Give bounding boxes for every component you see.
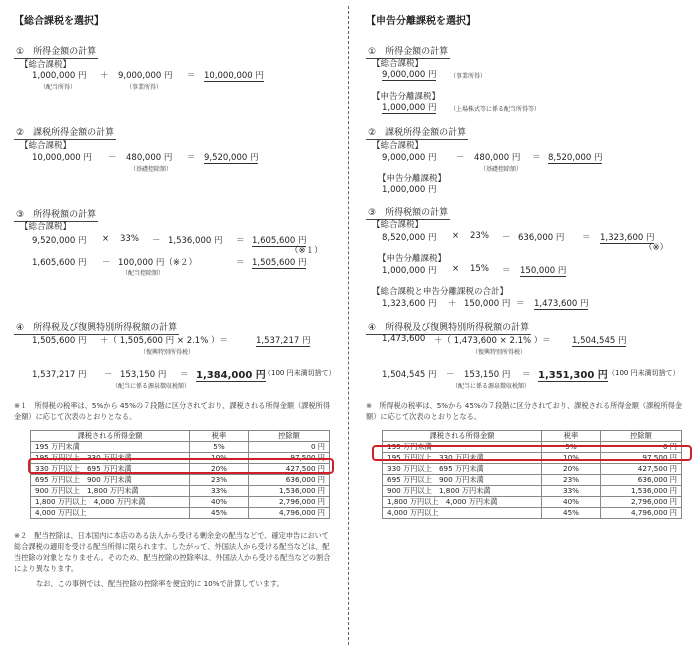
table-header: 課税される所得金額 bbox=[31, 431, 190, 442]
op: － bbox=[102, 258, 111, 268]
table-cell: 10% bbox=[542, 453, 601, 464]
table-row bbox=[31, 497, 330, 508]
table-header: 控除額 bbox=[249, 431, 330, 442]
result: 150,000 円 bbox=[520, 266, 567, 276]
value: 9,000,000 円 bbox=[382, 70, 437, 80]
rate: 23% bbox=[470, 231, 489, 241]
result: 8,520,000 円 bbox=[548, 153, 603, 163]
highlight-row-right bbox=[372, 445, 692, 461]
eq: ＝ bbox=[532, 153, 541, 163]
table-row bbox=[383, 486, 682, 497]
table-cell: 45% bbox=[190, 508, 249, 519]
left-s2-result: 9,520,000 円 bbox=[204, 153, 259, 163]
rate-table-right bbox=[382, 430, 682, 519]
table-cell: 20% bbox=[190, 464, 249, 475]
table-row bbox=[383, 464, 682, 475]
result: 1,537,217 円 bbox=[256, 336, 311, 346]
op: － bbox=[456, 153, 465, 163]
right-column bbox=[352, 0, 700, 651]
table-row bbox=[31, 475, 330, 486]
eq: ＝ bbox=[236, 258, 245, 268]
table-cell: 636,000 円 bbox=[249, 475, 330, 486]
highlight-row-left bbox=[28, 458, 334, 474]
label: 【総合課税と申告分離課税の合計】 bbox=[372, 287, 509, 297]
table-cell: 695 万円以上 900 万円未満 bbox=[31, 475, 190, 486]
table-row bbox=[31, 486, 330, 497]
value: 1,605,600 円 bbox=[32, 258, 87, 268]
value: 480,000 円 bbox=[474, 153, 521, 163]
eq: ＝ bbox=[236, 236, 245, 246]
result: 1,504,545 円 bbox=[572, 336, 627, 346]
table-header: 税率 bbox=[542, 431, 601, 442]
left-s1-result: 10,000,000 円 bbox=[204, 71, 264, 81]
op: － bbox=[152, 236, 161, 246]
op: × bbox=[452, 231, 460, 241]
value: 9,000,000 円 bbox=[382, 153, 437, 163]
left-note1: ※１ 所得税の税率は、5%から 45%の７段階に区分されており、課税される所得金額（課税所得金額）に応じて次表のとおりとなる。 bbox=[14, 401, 331, 421]
left-heading: 【総合課税を選択】 bbox=[14, 16, 104, 27]
left-s1-a: 1,000,000 円 bbox=[32, 71, 87, 81]
eq: ＝ bbox=[522, 370, 531, 380]
table-row bbox=[383, 475, 682, 486]
value: 1,537,217 円 bbox=[32, 370, 87, 380]
mark: （※１） bbox=[290, 246, 323, 256]
label: 【総合課税】 bbox=[372, 141, 424, 151]
note: （復興特別所得税） bbox=[472, 349, 527, 356]
value: 100,000 円（※２） bbox=[118, 258, 197, 268]
table-cell: 10% bbox=[190, 453, 249, 464]
expr: ＋（ 1,473,600 × 2.1% ）＝ bbox=[434, 336, 551, 346]
op: － bbox=[446, 370, 455, 380]
label: 【総合課税】 bbox=[20, 222, 72, 232]
value: 10,000,000 円 bbox=[32, 153, 92, 163]
table-cell: 427,500 円 bbox=[249, 464, 330, 475]
note: （基礎控除額） bbox=[130, 166, 173, 173]
op: ＋ bbox=[100, 71, 109, 81]
note: （復興特別所得税） bbox=[140, 349, 195, 356]
left-step1-title: ① 所得金額の計算 bbox=[16, 47, 97, 57]
rate-table-left bbox=[30, 430, 330, 519]
right-step4-title: ④ 所得税及び復興特別所得税額の計算 bbox=[368, 323, 530, 333]
note: （100 円未満切捨て） bbox=[608, 369, 680, 377]
table-cell: 330 万円以上 695 万円未満 bbox=[31, 464, 190, 475]
value: 1,505,600 円 bbox=[32, 336, 87, 346]
rate: 15% bbox=[470, 264, 489, 274]
table-row bbox=[383, 508, 682, 519]
note: （事業所得） bbox=[126, 84, 163, 91]
result: 1,505,600 円 bbox=[252, 258, 307, 268]
table-cell: 2,796,000 円 bbox=[601, 497, 682, 508]
value: 150,000 円 bbox=[464, 299, 511, 309]
label: 【総合課税】 bbox=[372, 59, 424, 69]
left-note2-tail: なお、この事例では、配当控除の控除率を便宜的に 10%で計算しています。 bbox=[36, 579, 284, 588]
table-cell: 23% bbox=[542, 475, 601, 486]
label: 【総合課税】 bbox=[20, 141, 72, 151]
table-cell: 427,500 円 bbox=[601, 464, 682, 475]
left-step2-title: ② 課税所得金額の計算 bbox=[16, 128, 115, 138]
value: 8,520,000 円 bbox=[382, 233, 437, 243]
eq: ＝ bbox=[516, 299, 525, 309]
op: × bbox=[452, 264, 460, 274]
note: （配当所得） bbox=[40, 84, 77, 91]
right-note1: ※ 所得税の税率は、5%から 45%の７段階に区分されており、課税される所得金額（課税所得金額）に応じて次表のとおりとなる。 bbox=[366, 401, 683, 421]
result: 1,323,600 円 bbox=[600, 233, 655, 243]
table-cell: 195 万円未満 bbox=[31, 442, 190, 453]
op: － bbox=[502, 233, 511, 243]
table-cell: 33% bbox=[190, 486, 249, 497]
op: ＋ bbox=[448, 299, 457, 309]
note: （配当に係る源泉徴収税額） bbox=[452, 383, 531, 390]
table-cell: 4,000 万円以上 bbox=[383, 508, 542, 519]
label: 【申告分離課税】 bbox=[378, 254, 447, 264]
table-cell: 40% bbox=[542, 497, 601, 508]
label: 【申告分離課税】 bbox=[378, 174, 447, 184]
table-cell: 1,536,000 円 bbox=[601, 486, 682, 497]
table-header: 税率 bbox=[190, 431, 249, 442]
eq: ＝ bbox=[502, 266, 511, 276]
note: （配当控除額） bbox=[122, 270, 165, 277]
op: － bbox=[108, 153, 117, 163]
table-cell: 636,000 円 bbox=[601, 475, 682, 486]
eq: ＝ bbox=[187, 153, 196, 163]
note: （上場株式等に係る配当所得等） bbox=[450, 106, 541, 113]
note: （基礎控除額） bbox=[480, 166, 523, 173]
value: 1,504,545 円 bbox=[382, 370, 437, 380]
table-row bbox=[383, 497, 682, 508]
op: － bbox=[104, 370, 113, 380]
table-cell: 695 万円以上 900 万円未満 bbox=[383, 475, 542, 486]
table-cell: 1,800 万円以上 4,000 万円未満 bbox=[383, 497, 542, 508]
table-cell: 195 万円以上 330 万円未満 bbox=[31, 453, 190, 464]
table-cell: 97,500 円 bbox=[249, 453, 330, 464]
table-cell: 1,800 万円以上 4,000 万円未満 bbox=[31, 497, 190, 508]
table-cell: 2,796,000 円 bbox=[249, 497, 330, 508]
expr: ＋（ 1,505,600 円 × 2.1% ）＝ bbox=[100, 336, 228, 346]
table-cell: 4,000 万円以上 bbox=[31, 508, 190, 519]
table-header: 課税される所得金額 bbox=[383, 431, 542, 442]
left-step1-label: 【総合課税】 bbox=[20, 60, 72, 70]
right-final-tax: 1,351,300 円 bbox=[538, 366, 608, 382]
value: 1,000,000 円 bbox=[382, 185, 437, 195]
right-step2-title: ② 課税所得金額の計算 bbox=[368, 128, 467, 138]
value: 1,000,000 円 bbox=[382, 103, 437, 113]
eq: ＝ bbox=[582, 233, 591, 243]
rate: 33% bbox=[120, 234, 139, 244]
table-cell: 23% bbox=[190, 475, 249, 486]
table-cell: 0 円 bbox=[249, 442, 330, 453]
table-cell: 97,500 円 bbox=[601, 453, 682, 464]
table-header: 控除額 bbox=[601, 431, 682, 442]
op: × bbox=[102, 234, 110, 244]
value: 9,520,000 円 bbox=[32, 236, 87, 246]
left-step3-title: ③ 所得税額の計算 bbox=[16, 210, 97, 220]
left-step4-title: ④ 所得税及び復興特別所得税額の計算 bbox=[16, 323, 178, 333]
value: 1,473,600 bbox=[382, 334, 426, 344]
label: 【申告分離課税】 bbox=[372, 92, 441, 102]
value: 480,000 円 bbox=[126, 153, 173, 163]
table-cell: 195 万円以上 330 万円未満 bbox=[383, 453, 542, 464]
mark: （※） bbox=[644, 243, 669, 253]
result: 1,605,600 円 bbox=[252, 236, 307, 246]
value: 1,000,000 円 bbox=[382, 266, 437, 276]
right-heading: 【申告分離課税を選択】 bbox=[366, 16, 476, 27]
table-cell: 40% bbox=[190, 497, 249, 508]
right-step3-title: ③ 所得税額の計算 bbox=[368, 208, 449, 218]
eq: ＝ bbox=[180, 370, 189, 380]
value: 153,150 円 bbox=[464, 370, 511, 380]
table-row bbox=[31, 442, 330, 453]
table-cell: 1,536,000 円 bbox=[249, 486, 330, 497]
left-s1-b: 9,000,000 円 bbox=[118, 71, 173, 81]
table-cell: 20% bbox=[542, 464, 601, 475]
left-final-tax: 1,384,000 円 bbox=[196, 366, 266, 382]
label: 【総合課税】 bbox=[372, 220, 424, 230]
note: （事業所得） bbox=[450, 73, 487, 80]
value: 153,150 円 bbox=[120, 370, 167, 380]
note: （100 円未満切捨て） bbox=[264, 369, 336, 377]
table-cell: 330 万円以上 695 万円未満 bbox=[383, 464, 542, 475]
note: （配当に係る源泉徴収税額） bbox=[112, 383, 191, 390]
table-cell: 900 万円以上 1,800 万円未満 bbox=[31, 486, 190, 497]
table-cell: 5% bbox=[542, 442, 601, 453]
table-cell: 33% bbox=[542, 486, 601, 497]
table-cell: 5% bbox=[190, 442, 249, 453]
table-cell: 4,796,000 円 bbox=[249, 508, 330, 519]
value: 636,000 円 bbox=[518, 233, 565, 243]
table-cell: 0 円 bbox=[601, 442, 682, 453]
value: 1,323,600 円 bbox=[382, 299, 437, 309]
left-note2: ※２ 配当控除は、日本国内に本店のある法人から受ける剰余金の配当などで、確定申告において総合課税の適用を受ける配当所得に限られます。したがって、外国法人から受ける配当などは、配当控除の対象となりません。そのため、配当控除の控除率は、外国法人から受ける配当などの割合により異なります。 bbox=[14, 531, 331, 573]
result: 1,473,600 円 bbox=[534, 299, 589, 309]
value: 1,536,000 円 bbox=[168, 236, 223, 246]
table-cell: 4,796,000 円 bbox=[601, 508, 682, 519]
table-cell: 195 万円未満 bbox=[383, 442, 542, 453]
table-cell: 900 万円以上 1,800 万円未満 bbox=[383, 486, 542, 497]
eq: ＝ bbox=[187, 71, 196, 81]
right-step1-title: ① 所得金額の計算 bbox=[368, 47, 449, 57]
table-row bbox=[31, 508, 330, 519]
table-cell: 45% bbox=[542, 508, 601, 519]
